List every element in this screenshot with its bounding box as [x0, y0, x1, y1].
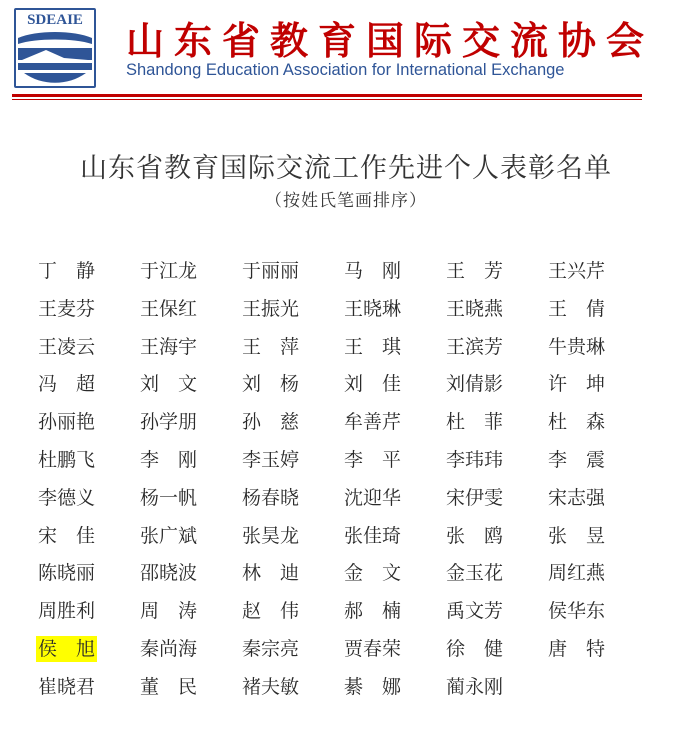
name-text: 冯 超	[38, 373, 96, 396]
name-text: 王振光	[242, 297, 300, 320]
name-text: 刘 文	[140, 373, 198, 396]
name-item	[546, 555, 648, 593]
name-item	[138, 555, 240, 593]
name-text: 王保红	[140, 297, 198, 320]
name-text: 张 昱	[548, 524, 606, 547]
name-text: 蔺永刚	[446, 675, 504, 698]
name-item	[36, 404, 138, 442]
name-text: 王兴芹	[548, 260, 606, 282]
name-item	[138, 253, 240, 291]
name-item	[36, 555, 138, 593]
logo-acronym: SDEAIE	[27, 12, 83, 28]
name-item	[546, 253, 648, 291]
name-text: 孙学朋	[140, 411, 198, 434]
name-item	[36, 669, 138, 707]
name-item	[138, 329, 240, 367]
name-text: 沈迎华	[344, 486, 402, 509]
header-divider-thick	[12, 94, 642, 97]
name-text: 杨一帆	[140, 486, 198, 509]
name-item	[138, 291, 240, 329]
name-item	[342, 253, 444, 291]
name-text: 张昊龙	[242, 524, 300, 547]
name-item	[546, 366, 648, 404]
name-item	[240, 593, 342, 631]
name-text: 李 震	[548, 448, 606, 471]
name-text: 林 迪	[242, 562, 300, 585]
name-item	[342, 669, 444, 707]
name-item	[546, 593, 648, 631]
name-text: 牟善芹	[344, 411, 402, 434]
name-text: 孙丽艳	[38, 411, 96, 434]
name-text: 徐 健	[446, 637, 504, 660]
name-text: 金玉花	[446, 562, 504, 585]
name-text: 王麦芬	[38, 297, 96, 320]
name-text: 郝 楠	[344, 600, 402, 623]
name-item	[240, 291, 342, 329]
name-item	[138, 404, 240, 442]
name-text: 赵 伟	[242, 600, 300, 623]
name-item	[36, 291, 138, 329]
globe-logo-icon	[16, 30, 94, 88]
name-text: 马 刚	[344, 260, 402, 282]
name-item	[240, 404, 342, 442]
honoree-name-list	[36, 253, 648, 707]
name-item	[240, 329, 342, 367]
name-text: 王 萍	[242, 335, 300, 358]
name-item	[444, 555, 546, 593]
name-text: 崔晓君	[38, 675, 96, 698]
association-logo	[14, 8, 96, 88]
association-name-chinese: 山东省教育国际交流协会	[126, 18, 655, 63]
name-text: 周胜利	[38, 600, 96, 623]
name-text: 许 坤	[548, 373, 606, 396]
name-item	[240, 631, 342, 669]
name-text: 金 文	[344, 562, 402, 585]
name-text: 王晓燕	[446, 297, 504, 320]
name-item	[444, 253, 546, 291]
association-name-english: Shandong Education Association for International Exchange	[126, 61, 565, 79]
name-item	[138, 593, 240, 631]
name-item	[342, 442, 444, 480]
name-text: 李玮玮	[446, 448, 504, 471]
header-divider-thin	[12, 99, 642, 100]
name-text: 杜 菲	[446, 411, 504, 434]
name-text: 綦 娜	[344, 675, 402, 698]
name-text: 侯 旭	[38, 637, 96, 660]
name-text: 孙 慈	[242, 411, 300, 434]
name-text: 褚夫敏	[242, 675, 300, 698]
name-item	[546, 631, 648, 669]
name-item	[444, 593, 546, 631]
name-text: 张佳琦	[344, 524, 402, 547]
name-item	[342, 291, 444, 329]
name-item	[36, 518, 138, 556]
name-item	[36, 329, 138, 367]
name-text: 禹文芳	[446, 600, 504, 623]
name-item	[546, 442, 648, 480]
name-item	[444, 366, 546, 404]
name-text: 王海宇	[140, 335, 198, 358]
name-text: 牛贵琳	[548, 335, 606, 358]
name-text: 宋伊雯	[446, 486, 504, 509]
name-item	[342, 404, 444, 442]
name-text: 周 涛	[140, 600, 198, 623]
name-item	[342, 480, 444, 518]
name-item	[444, 518, 546, 556]
name-text: 张广斌	[140, 524, 198, 547]
document-subtitle: （按姓氏笔画排序）	[265, 191, 427, 211]
name-text: 陈晓丽	[38, 562, 96, 585]
name-text: 李 刚	[140, 448, 198, 471]
name-item	[240, 253, 342, 291]
name-item	[444, 404, 546, 442]
name-item	[240, 442, 342, 480]
name-item	[342, 329, 444, 367]
name-item	[546, 480, 648, 518]
name-item	[546, 518, 648, 556]
name-item	[444, 329, 546, 367]
name-text: 秦尚海	[140, 637, 198, 660]
name-text: 于丽丽	[242, 260, 300, 282]
name-item	[546, 329, 648, 367]
name-text: 侯华东	[548, 600, 606, 623]
name-text: 王 芳	[446, 260, 504, 282]
name-text: 杜鹏飞	[38, 448, 96, 471]
name-text: 王凌云	[38, 335, 96, 358]
name-item	[444, 631, 546, 669]
name-text: 宋 佳	[38, 524, 96, 547]
name-item	[36, 442, 138, 480]
name-text: 张 鸥	[446, 524, 504, 547]
highlighted-name-item	[36, 631, 138, 669]
name-item	[444, 291, 546, 329]
name-text: 贾春荣	[344, 637, 402, 660]
name-text: 杨春晓	[242, 486, 300, 509]
name-text: 王滨芳	[446, 335, 504, 358]
name-item	[138, 669, 240, 707]
name-text: 刘倩影	[446, 373, 504, 396]
name-item	[342, 555, 444, 593]
name-text: 李 平	[344, 448, 402, 471]
name-text: 董 民	[140, 675, 198, 698]
name-item	[138, 631, 240, 669]
name-text: 秦宗亮	[242, 637, 300, 660]
name-item	[36, 480, 138, 518]
name-item	[342, 593, 444, 631]
name-item	[36, 253, 138, 291]
name-item	[240, 480, 342, 518]
document-title: 山东省教育国际交流工作先进个人表彰名单	[80, 153, 612, 184]
name-item	[240, 518, 342, 556]
name-item	[240, 555, 342, 593]
name-item	[240, 366, 342, 404]
letterhead	[0, 0, 692, 104]
name-text: 王 倩	[548, 297, 606, 320]
name-text: 刘 佳	[344, 373, 402, 396]
name-item	[240, 669, 342, 707]
name-text: 于江龙	[140, 260, 198, 282]
name-text: 唐 特	[548, 637, 606, 660]
name-item	[138, 442, 240, 480]
name-text: 王晓琳	[344, 297, 402, 320]
name-text: 丁 静	[38, 260, 96, 282]
name-item	[444, 669, 546, 707]
name-item	[138, 480, 240, 518]
name-item	[138, 518, 240, 556]
name-item	[342, 366, 444, 404]
name-item	[138, 366, 240, 404]
name-item	[36, 593, 138, 631]
name-text: 周红燕	[548, 562, 606, 585]
name-item	[546, 404, 648, 442]
name-item	[444, 442, 546, 480]
name-text: 刘 杨	[242, 373, 300, 396]
name-item	[342, 631, 444, 669]
name-item	[36, 366, 138, 404]
name-text: 宋志强	[548, 486, 606, 509]
name-text: 李玉婷	[242, 448, 300, 471]
name-text: 杜 森	[548, 411, 606, 434]
name-text: 邵晓波	[140, 562, 198, 585]
name-text: 王 琪	[344, 335, 402, 358]
name-item	[444, 480, 546, 518]
name-item	[546, 291, 648, 329]
name-item	[342, 518, 444, 556]
name-text: 李德义	[38, 486, 96, 509]
